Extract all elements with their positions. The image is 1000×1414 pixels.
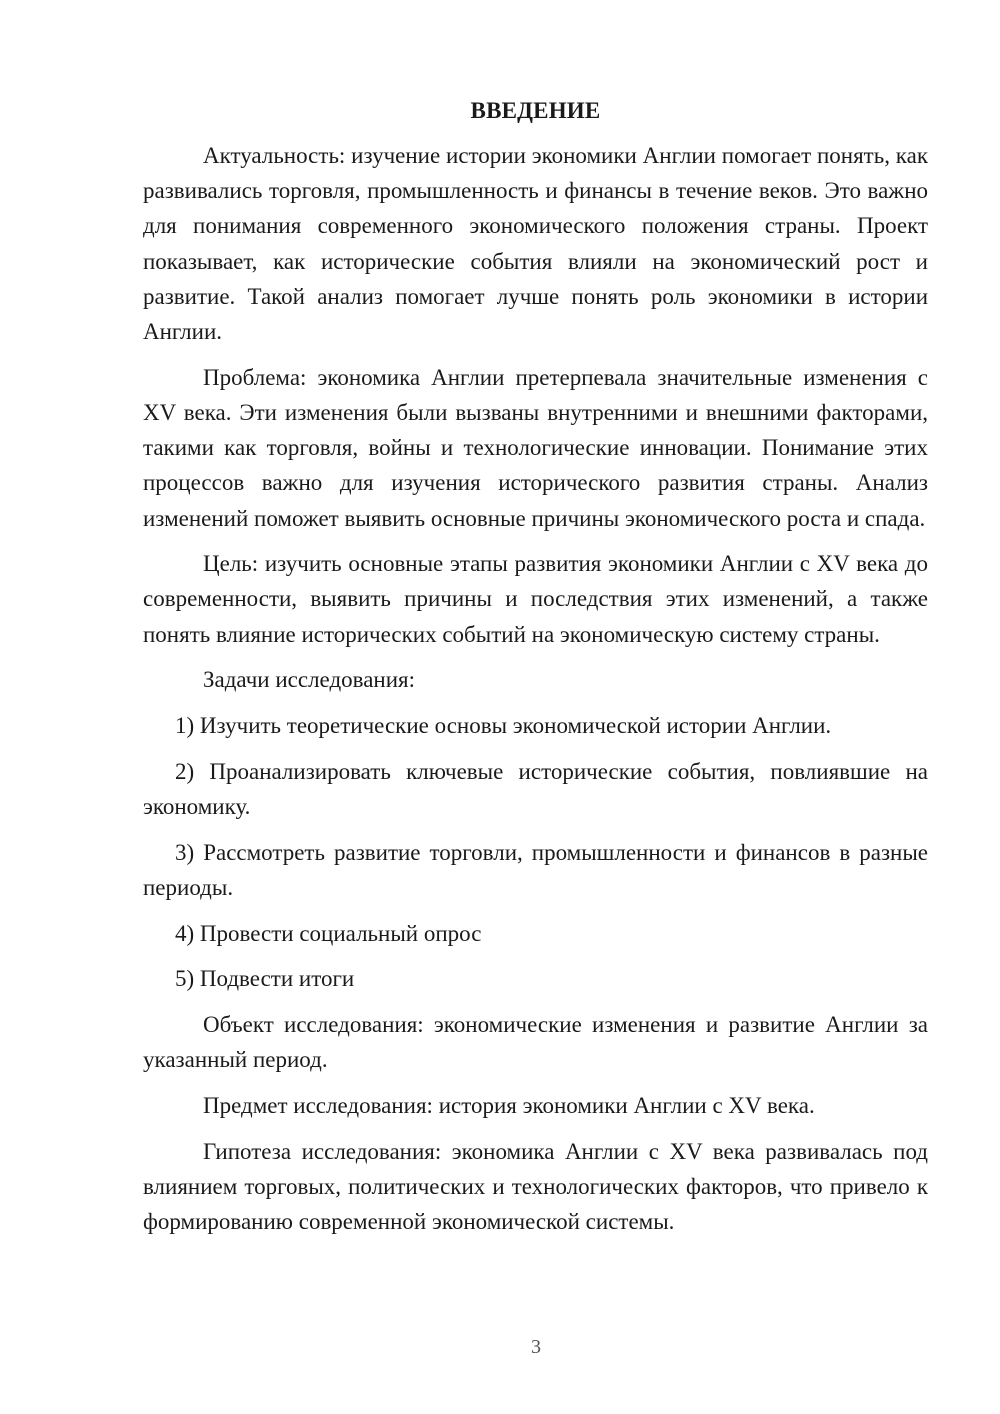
task-item-2: 2) Проанализировать ключевые исторические события, повлиявшие на экономику.	[143, 758, 928, 819]
paragraph-subject: Предмет исследования: история экономики Англии с XV века.	[203, 1092, 815, 1118]
paragraph-tasks-heading: Задачи исследования:	[203, 667, 416, 693]
task-item-5: 5) Подвести итоги	[175, 966, 355, 992]
task-item-4: 4) Провести социальный опрос	[175, 920, 482, 946]
paragraph-problem: Проблема: экономика Англии претерпевала значительные изменения с XV века. Эти изменения были вызваны внутренними и внешними факторами, такими как торговля, войны и технологические инновации. Понимание этих процессов важно для изучения исторического развития страны. Анализ изменений поможет выявить основные причины экономического роста и спада.	[143, 364, 928, 531]
paragraph-hypothesis: Гипотеза исследования: экономика Англии с XV века развивалась под влиянием торговых, политических и технологических факторов, что привело к формированию современной экономической системы.	[143, 1138, 928, 1234]
page-number: 3	[531, 1336, 541, 1358]
paragraph-goal: Цель: изучить основные этапы развития экономики Англии с XV века до современности, выявить причины и последствия этих изменений, а также понять влияние исторических событий на экономическую систему страны.	[143, 551, 928, 647]
paragraph-object: Объект исследования: экономические изменения и развитие Англии за указанный период.	[143, 1011, 928, 1073]
paragraph-relevance: Актуальность: изучение истории экономики Англии помогает понять, как развивались торговля, промышленность и финансы в течение веков. Это важно для понимания современного экономического положения страны. Проект показывает, как исторические события влияли на экономический рост и развитие. Такой анализ помогает лучше понять роль экономики в истории Англии.	[143, 143, 928, 345]
document-page	[143, 96, 928, 1250]
section-title: ВВЕДЕНИЕ	[470, 98, 601, 123]
task-item-3: 3) Рассмотреть развитие торговли, промышленности и финансов в разные периоды.	[143, 839, 928, 900]
task-item-1: 1) Изучить теоретические основы экономической истории Англии.	[175, 713, 832, 739]
